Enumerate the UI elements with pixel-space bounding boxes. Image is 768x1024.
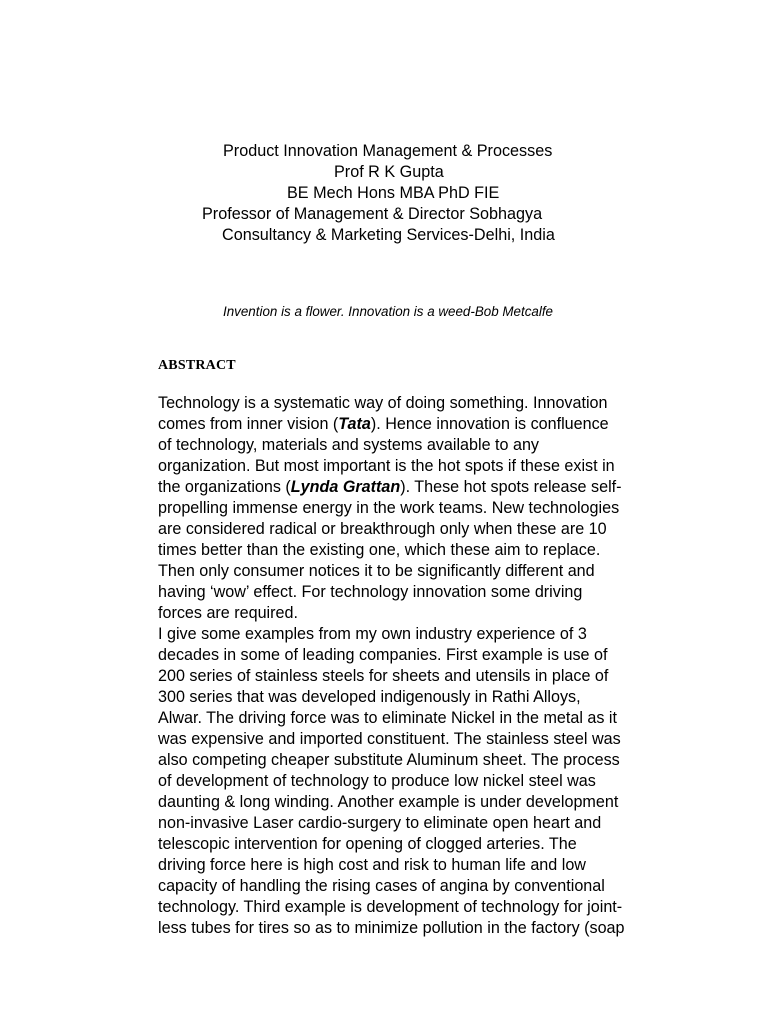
abstract-line	[158, 666, 678, 687]
abstract-line	[158, 624, 678, 645]
abstract-line	[158, 834, 678, 855]
text-run: comes from inner vision (	[158, 415, 339, 433]
text-run: telescopic intervention for opening of clogged arteries. The	[158, 835, 577, 853]
text-run: forces are required.	[158, 604, 298, 622]
abstract-line	[158, 855, 678, 876]
text-run: 200 series of stainless steels for sheets and utensils in place of	[158, 667, 609, 685]
abstract-line	[158, 687, 678, 708]
document-title: Product Innovation Management & Processes	[223, 142, 553, 160]
text-run: technology. Third example is development of technology for joint-	[158, 898, 623, 916]
text-run: organization. But most important is the hot spots if these exist in	[158, 457, 615, 475]
abstract-line	[158, 897, 678, 918]
text-run: Alwar. The driving force was to eliminate Nickel in the metal as it	[158, 709, 618, 727]
abstract-line	[158, 414, 678, 435]
text-run: driving force here is high cost and risk to human life and low	[158, 856, 586, 874]
text-run: daunting & long winding. Another example is under development	[158, 793, 619, 811]
text-run: Then only consumer notices it to be significantly different and	[158, 562, 595, 580]
abstract-body	[158, 393, 678, 939]
abstract-line	[158, 435, 678, 456]
abstract-heading: ABSTRACT	[158, 358, 236, 373]
abstract-line	[158, 603, 678, 624]
epigraph-quote: Invention is a flower. Innovation is a weed-Bob Metcalfe	[223, 304, 553, 319]
text-run: times better than the existing one, which these aim to replace.	[158, 541, 601, 559]
text-run: the organizations (	[158, 478, 291, 496]
abstract-line	[158, 582, 678, 603]
text-run: was expensive and imported constituent. The stainless steel was	[158, 730, 621, 748]
text-run: of development of technology to produce low nickel steel was	[158, 772, 596, 790]
text-run: I give some examples from my own industry experience of 3	[158, 625, 587, 643]
text-run: also competing cheaper substitute Aluminum sheet. The process	[158, 751, 620, 769]
author-name: Prof R K Gupta	[334, 163, 444, 181]
abstract-line	[158, 540, 678, 561]
abstract-line	[158, 645, 678, 666]
abstract-line	[158, 393, 678, 414]
text-run: Technology is a systematic way of doing something. Innovation	[158, 394, 608, 412]
abstract-line	[158, 792, 678, 813]
abstract-line	[158, 456, 678, 477]
text-run: having ‘wow’ effect. For technology innovation some driving	[158, 583, 583, 601]
text-run: decades in some of leading companies. First example is use of	[158, 646, 608, 664]
text-run: non-invasive Laser cardio-surgery to eliminate open heart and	[158, 814, 602, 832]
abstract-line	[158, 498, 678, 519]
abstract-line	[158, 750, 678, 771]
text-run: capacity of handling the rising cases of angina by conventional	[158, 877, 605, 895]
text-run: ). Hence innovation is confluence	[370, 415, 609, 433]
author-affiliation-line-1: Professor of Management & Director Sobhagya	[202, 205, 543, 223]
emphasized-name: Lynda Grattan	[290, 478, 401, 496]
abstract-line	[158, 477, 678, 498]
text-run: propelling immense energy in the work teams. New technologies	[158, 499, 620, 517]
abstract-line	[158, 519, 678, 540]
abstract-line	[158, 708, 678, 729]
author-credentials: BE Mech Hons MBA PhD FIE	[287, 184, 500, 202]
author-affiliation-line-2: Consultancy & Marketing Services-Delhi, India	[222, 226, 555, 244]
abstract-line	[158, 771, 678, 792]
emphasized-name: Tata	[338, 415, 371, 433]
abstract-line	[158, 876, 678, 897]
text-run: 300 series that was developed indigenously in Rathi Alloys,	[158, 688, 581, 706]
abstract-line	[158, 561, 678, 582]
abstract-line	[158, 729, 678, 750]
abstract-line	[158, 813, 678, 834]
text-run: of technology, materials and systems available to any	[158, 436, 539, 454]
text-run: are considered radical or breakthrough only when these are 10	[158, 520, 607, 538]
abstract-line	[158, 918, 678, 939]
text-run: less tubes for tires so as to minimize pollution in the factory (soap	[158, 919, 625, 937]
text-run: ). These hot spots release self-	[400, 478, 622, 496]
